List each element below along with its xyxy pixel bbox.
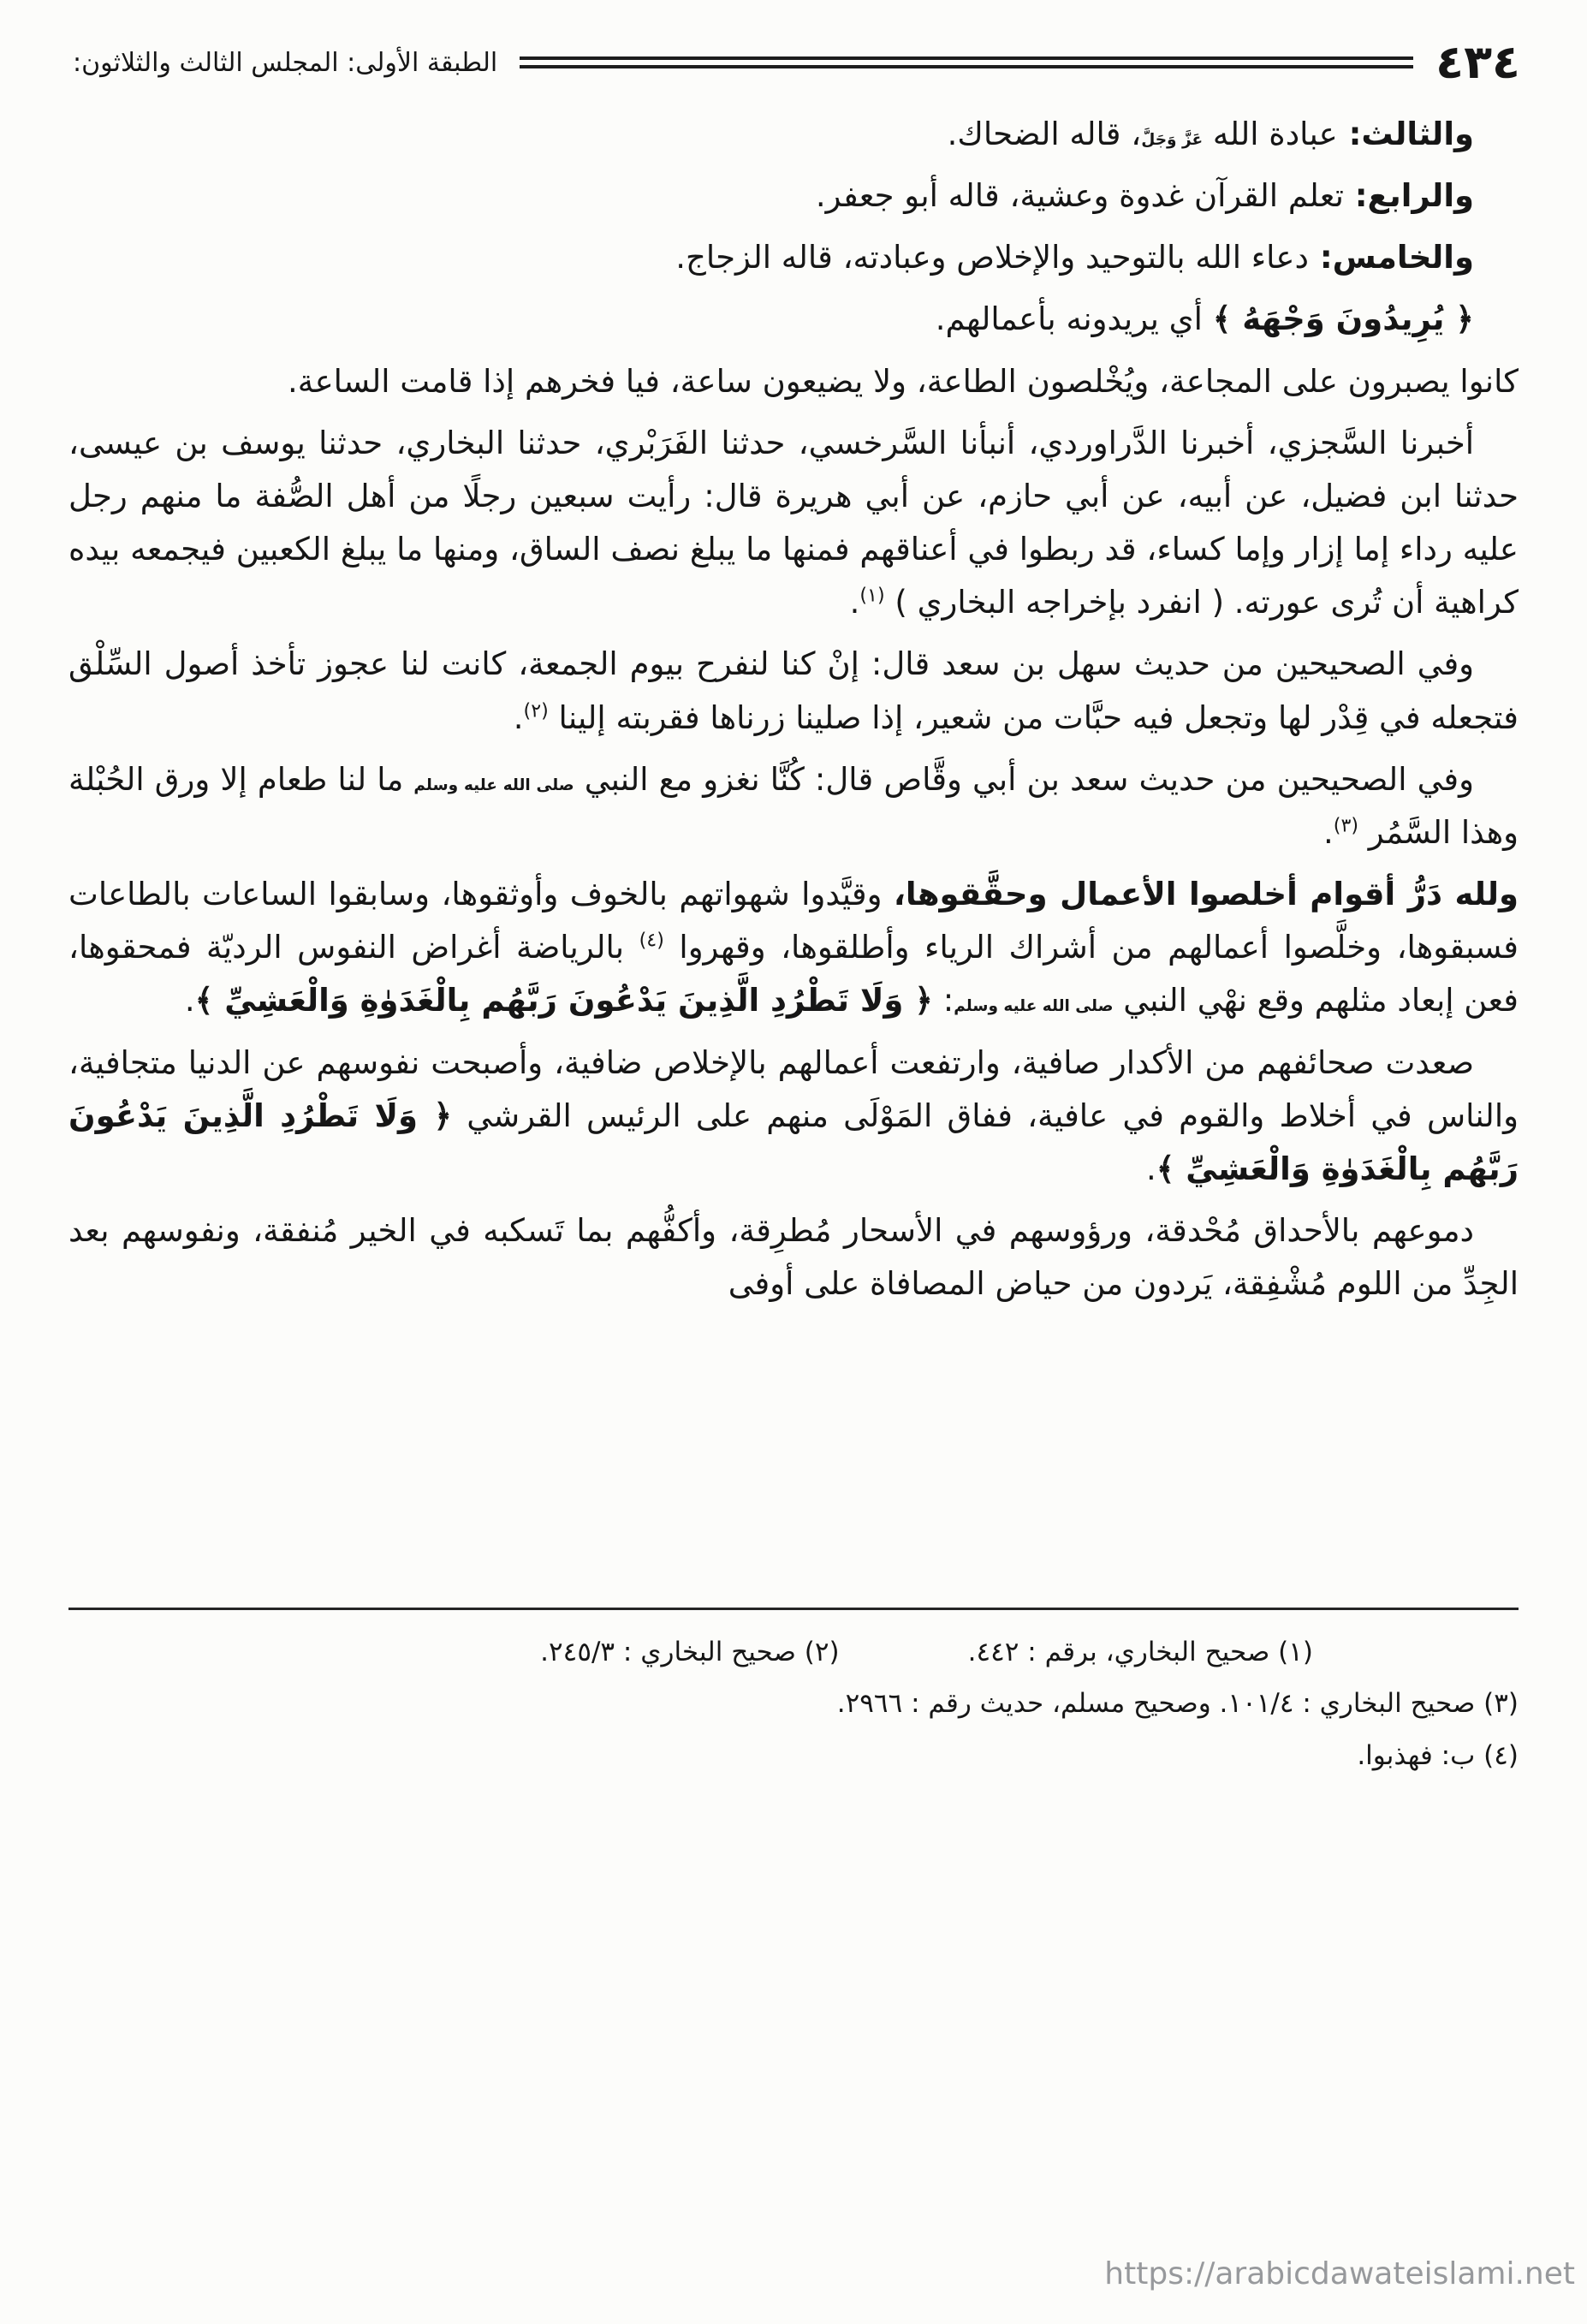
footnote: (٤) ب: فهذبوا. (1357, 1739, 1519, 1771)
footnote-row (68, 1680, 1519, 1727)
page-number: ٤٣٤ (1435, 35, 1520, 89)
text-segment: ما لنا طعام إلا ورق الحُبْلة وهذا السَّمُر (68, 760, 1519, 851)
text-segment: والثالث: (1337, 116, 1474, 152)
footnote-row (68, 1629, 1519, 1675)
header-double-rule (520, 56, 1413, 68)
quran-verse: ﴿ وَلَا تَطْرُدِ الَّذِينَ يَدْعُونَ رَبَّهُم بِالْغَدَوٰةِ وَالْعَشِيِّ ﴾ (68, 1097, 1519, 1187)
footnote: (٣) صحيح البخاري : ١٠١/٤. وصحيح مسلم، حديث رقم : ٢٩٦٦. (836, 1688, 1519, 1720)
paragraph (68, 355, 1519, 408)
page-header (73, 35, 1520, 89)
text-segment: أي يريدونه بأعمالهم. (935, 300, 1213, 338)
paragraph (68, 108, 1519, 161)
section-title: الطبقة الأولى: المجلس الثالث والثلاثون: (73, 47, 498, 78)
footnote-ref: (١) (859, 584, 885, 607)
text-segment: . (513, 698, 524, 736)
footnote-divider (68, 1608, 1519, 1610)
footnote-ref: (٣) (1333, 814, 1359, 837)
text-segment: : (932, 982, 954, 1019)
paragraph (68, 417, 1519, 630)
footnote-ref: (٤) (639, 929, 664, 952)
text-segment: . (184, 982, 195, 1019)
text-segment: بالرياضة أغراض النفوس الرديّة فمحقوها، فعن إبعاد مثلهم وقع نهْي النبي (68, 929, 1519, 1019)
paragraph (68, 868, 1519, 1027)
footnote: (٢) صحيح البخاري : ٢٤٥/٣. (540, 1637, 840, 1667)
text-segment: صعدت صحائفهم من الأكدار صافية، وارتفعت أعمالهم بالإخلاص ضافية، وأصبحت نفوسهم عن الدنيا متجافية، والناس في أخلاط والقوم في عافية، ففاق المَوْلَى منهم على الرئيس القرشي (68, 1043, 1519, 1134)
text-segment: . (849, 584, 860, 621)
text-segment: وفي الصحيحين من حديث سهل بن سعد قال: إنْ كنا لنفرح بيوم الجمعة، كانت لنا عجوز تأخذ أصول السِّلْق فتجعله في قِدْر لها وتجعل فيه حبَّات من شعير، إذا صلينا زرناها فقربته إلينا (68, 645, 1519, 736)
paragraph (68, 1037, 1519, 1196)
text-segment: والخامس: (1308, 239, 1474, 276)
text-segment: وفي الصحيحين من حديث سعد بن أبي وقَّاص قال: كُنَّا نغزو مع النبي (574, 760, 1474, 798)
text-segment: . (1323, 813, 1334, 851)
paragraph (68, 169, 1519, 223)
text-segment: . (1145, 1150, 1156, 1187)
text-segment: أخبرنا السَّجزي، أخبرنا الدَّراوردي، أنبأنا السَّرخسي، حدثنا الفَرَبْري، حدثنا البخاري، حدثنا يوسف بن عيسى، حدثنا ابن فضيل، عن أبيه، عن أبي حازم، عن أبي هريرة قال: رأيت سبعين رجلًا من أهل الصُّفة ما منهم رجل عليه رداء إما إزار وإما كساء، قد ربطوا في أعناقهم فمنها ما يبلغ نصف الساق، ومنها ما يبلغ الكعبين فيجمعه بيده كراهية أن تُرى عورته. ( انفرد بإخراجه البخاري ) (68, 424, 1519, 621)
text-segment: دموعهم بالأحداق مُحْدقة، ورؤوسهم في الأسحار مُطرِقة، وأكفُّهم بما تَسكبه في الخير مُنفقة، ونفوسهم بعد الجِدِّ من اللوم مُشْفِقة، يَردون من حياض المصافاة على أوفى (68, 1211, 1519, 1303)
text-segment: دعاء الله بالتوحيد والإخلاص وعبادته، قاله الزجاج. (675, 239, 1309, 276)
footnote-ref: (٢) (523, 699, 549, 722)
paragraph (68, 638, 1519, 744)
text-segment: ، قاله الضحاك. (947, 116, 1142, 152)
footnote-row (68, 1733, 1519, 1779)
honorific-mark: عَزَّ وَجَلَّ (1141, 131, 1204, 149)
paragraph (68, 293, 1519, 346)
text-segment: كانوا يصبرون على المجاعة، ويُخْلصون الطاعة، ولا يضيعون ساعة، فيا فخرهم إذا قامت الساعة. (288, 362, 1519, 400)
paragraph (68, 753, 1519, 859)
honorific-mark: صلى الله عليه وسلم (954, 997, 1114, 1016)
text-segment: عبادة الله (1203, 116, 1338, 152)
text-segment: تعلم القرآن غدوة وعشية، قاله أبو جعفر. (815, 177, 1344, 215)
footnotes-block (68, 1608, 1519, 1784)
body-text (68, 108, 1519, 1319)
paragraph (68, 231, 1519, 284)
quran-verse: ﴿ يُرِيدُونَ وَجْهَهُ ﴾ (1212, 300, 1474, 338)
text-segment: والرابع: (1343, 177, 1474, 215)
quran-verse: ﴿ وَلَا تَطْرُدِ الَّذِينَ يَدْعُونَ رَبَّهُم بِالْغَدَوٰةِ وَالْعَشِيِّ ﴾ (194, 982, 933, 1019)
paragraph (68, 1204, 1519, 1311)
watermark-url: https://arabicdawateislami.net (1104, 2256, 1575, 2291)
footnotes (68, 1629, 1519, 1779)
footnote: (١) صحيح البخاري، برقم : ٤٤٢. (967, 1637, 1313, 1667)
text-segment: وقيَّدوا شهواتهم بالخوف وأوثقوها، وسابقوا الساعات بالطاعات فسبقوها، وخلَّصوا أعمالهم من أشراك الرياء وأطلقوها، وقهروا (68, 876, 1519, 966)
text-segment: ولله دَرُّ أقوام أخلصوا الأعمال وحقَّقوها، (893, 876, 1519, 913)
honorific-mark: صلى الله عليه وسلم (413, 776, 574, 794)
